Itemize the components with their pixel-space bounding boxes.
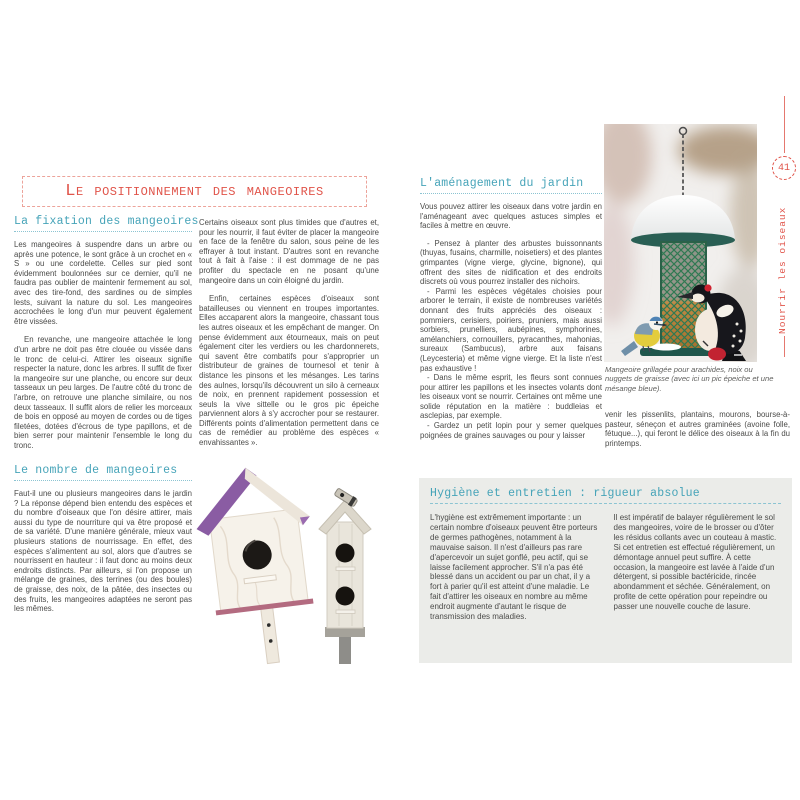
column-observation xyxy=(199,218,379,448)
section-heading-nombre: Le nombre de mangeoires xyxy=(14,464,192,481)
chapter-sidebar-label: Nourrir les oiseaux xyxy=(777,206,788,334)
two-birdhouses xyxy=(196,460,392,668)
birdhouse-right xyxy=(319,487,371,664)
hygiene-col-left: L'hygiène est extrêmement importante : un certain nombre d'oiseaux peuvent être porteurs de germes pathogènes, notamment à la mauvaise saison. Il n'est d'ailleurs pas rare d'apercevoir un sujet gonflé, peu actif, qui se laisse facilement approcher. S'il n'a pas été blessé dans un accident ou par un chat, il y a fort à parier qu'il est atteint d'une maladie. Le fait d'attirer les oiseaux en nombre au même endroit augmente d'autant le risque de transmission des maladies. xyxy=(430,513,598,622)
photo-caption: Mangeoire grillagée pour arachides, noix ou nuggets de graisse (avec ici un pic épeiche et une mésange bleue). xyxy=(605,365,774,393)
bullet-item: - Parmi les espèces végétales choisies pour arborer le terrain, il existe de nombreuses variétés donnant des fruits appréciés des oiseaux : pommiers, cerisiers, poiriers, pruniers, mais aussi sorbiers, prunelliers, aubépines, symphorines, amélanchiers, cornouillers, pyracanthes, mahonias, sureaux (Sambucus), arbre aux faisans (Leycesteria) et même vigne vierge. Et la liste n'est pas exhaustive ! xyxy=(420,286,602,373)
paragraph: Les mangeoires à suspendre dans un arbre ou après une potence, le sont grâce à un crochet en « S » ou une cordelette. Celles sur pied sont évidemment boulonnées sur ce dernier, qu'il ne faudra pas oublier de maintenir fermement au sol, avec des tire-fond, des sardines ou de simples lests, suivant la nature du sol. Les mangeoires accrochées le long d'un mur peuvent également être vissées. xyxy=(14,240,192,326)
bullet-item: - Pensez à planter des arbustes buissonnants (thuyas, fusains, charmille, noisetiers) et des plantes grimpantes (vigne vierge, glycine, bignone), qui offrent des sites de nidification et des endroits discrets où vous pourrez installer des nichoirs. xyxy=(420,238,602,287)
birdhouses-illustration xyxy=(196,460,392,668)
nombre-text xyxy=(14,489,192,614)
paragraph: Vous pouvez attirer les oiseaux dans votre jardin en l'aménageant avec quelques astuces simples et faciles à mettre en œuvre. xyxy=(420,202,602,231)
paragraph: Faut-il une ou plusieurs mangeoires dans le jardin ? La réponse dépend bien entendu des espèces et du nombre d'oiseaux que l'on désire attirer, mais aussi du type de nourriture qui va être proposé et de sa variété. D'une manière générale, mieux vaut plusieurs stations de nourrissage. En effet, des espèces s'alimentent au sol, alors que d'autres se nourrissent en hauteur : il faut donc au moins deux endroits distincts. Par ailleurs, si l'on propose un mélange de graines, des terrines (ou des boules) de graisse, des noix, de la pâtée, des insectes ou des fruits, les mangeoires adaptées ne seront pas les mêmes. xyxy=(14,489,192,614)
bird-feeder-photo xyxy=(604,124,757,362)
hygiene-columns xyxy=(430,513,781,622)
paragraph: venir les pissenlits, plantains, mourons, bourse-à-pasteur, séneçon et autres graminées (avoine folle, fétuque...), qui feront le délice des oiseaux à la fin du printemps. xyxy=(605,410,790,448)
column-nombre xyxy=(14,464,192,614)
jardin-text xyxy=(420,202,602,440)
bird-feeder-illustration xyxy=(604,124,757,362)
paragraph: Enfin, certaines espèces d'oiseaux sont batailleuses ou viennent en troupes importantes. Elles accaparent alors la mangeoire, chassant tous les autres oiseaux et les empêchant de manger. On pense évidemment aux étourneaux, mais on peut également citer les verdiers ou les chardonnerets, qui savent être combatifs pour s'approprier un distributeur de graines de tournesol et tenir à distance les pinsons et les mésanges. Les tarins des aulnes, lorsqu'ils découvrent un silo à cerneaux de noix, en prennent rapidement possession et seuls la vive sittelle ou le gros pic épeiche parviennent alors à s'y accrocher pour se restaurer. Différents points d'alimentation permettent dans ce cas de remédier au problème des espèces « envahissantes ». xyxy=(199,294,379,448)
hygiene-box xyxy=(419,478,792,663)
page-number-badge: 41 xyxy=(772,156,796,180)
column-fixation xyxy=(14,215,199,450)
section-heading-hygiene: Hygiène et entretien : rigueur absolue xyxy=(430,487,781,504)
fixation-text xyxy=(14,240,192,450)
bullet-item: - Gardez un petit lopin pour y semer quelques poignées de graines sauvages ou pour y laisser xyxy=(420,421,602,440)
section-heading-fixation: La fixation des mangeoires xyxy=(14,215,192,232)
paragraph: Certains oiseaux sont plus timides que d'autres et, pour les nourrir, il faut éviter de placer la mangeoire en face de la fenêtre du salon, sous peine de les effrayer à tout instant. D'autres sont en revanche tout à fait à l'aise : il est dommage de ne pas profiter du spectacle en ne posant qu'une mangeoire dans un coin éloigné du jardin. xyxy=(199,218,379,285)
chapter-title-box xyxy=(22,176,367,207)
sidebar-rule-bottom xyxy=(784,336,785,357)
paragraph: En revanche, une mangeoire attachée le long d'un arbre ne doit pas être clouée ou vissée dans le tronc de celui-ci. Attirer les oiseaux signifie respecter la nature, donc les arbres. Il suffit de fixer la mangeoire sur une planche, ou encore sur deux tasseaux un peu larges. De l'autre côté du tronc de l'arbre, on retrouve une planche similaire, ou nos deux tasseaux. Il suffit alors de relier les morceaux de bois en opposé au moyen de cordes ou de tiges filetées, dotées d'écrous de type papillons, et de bien serrer pour maintenir l'ensemble le long du tronc. xyxy=(14,335,192,450)
birdhouse-left xyxy=(196,461,327,668)
bullet-item: - Dans le même esprit, les fleurs sont connues pour attirer les papillons et les insectes volants dont les oiseaux vont se nourrir. Certaines ont même une solide réputation en la matière : buddleias et asclepias, par exemple. xyxy=(420,373,602,421)
hygiene-col-right: Il est impératif de balayer régulièrement le sol des mangeoires, voire de le brosser ou d'ôter les résidus collants avec un couteau à mastic. Si cet entretien est effectué régulièrement, un démontage annuel peut suffire. À cette occasion, la mangeoire est lavée à l'aide d'un détergent, si possible bactéricide, rincée abondamment et séchée. Généralement, on profite de cette opération pour repeindre ou passer une nouvelle couche de lasure. xyxy=(613,513,777,612)
jardin-continuation-text xyxy=(605,410,790,448)
section-heading-jardin: L'aménagement du jardin xyxy=(420,177,602,194)
sidebar-rule-top xyxy=(784,96,785,153)
column-jardin xyxy=(420,177,602,440)
chapter-title: Le positionnement des mangeoires xyxy=(65,182,324,201)
